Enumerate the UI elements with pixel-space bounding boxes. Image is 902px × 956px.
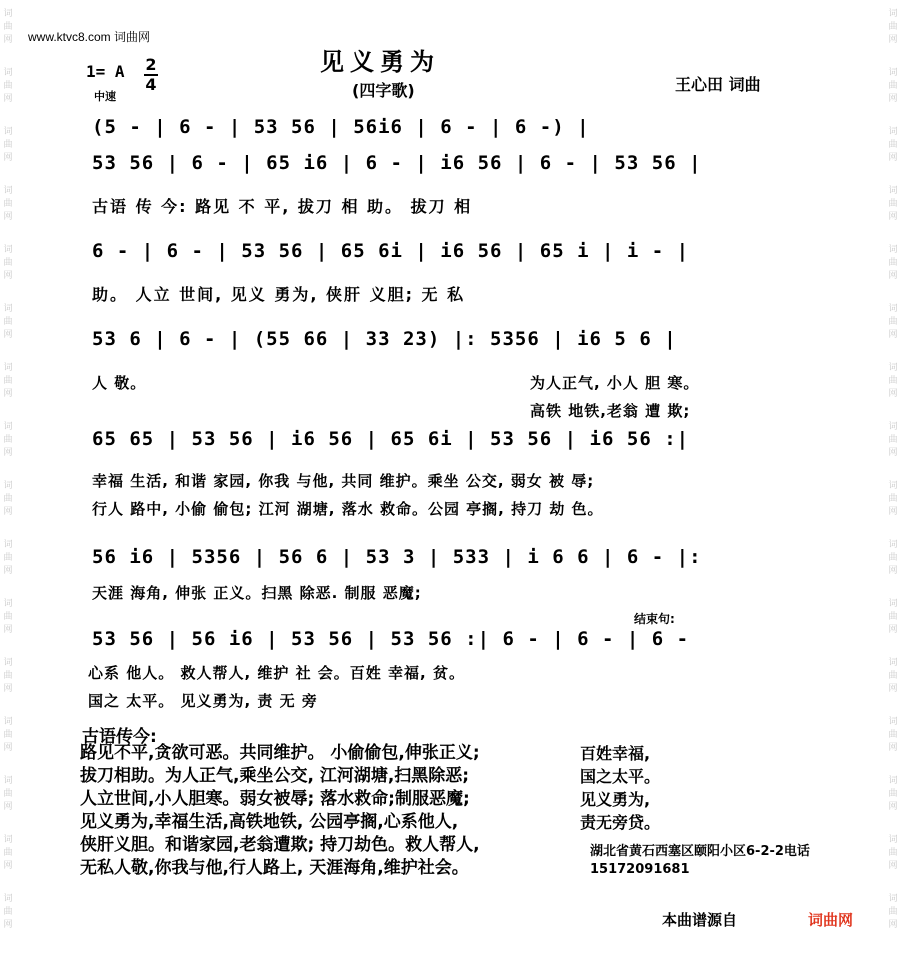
contact-address: 湖北省黄石西塞区颐阳小区6-2-2电话15172091681 — [590, 844, 810, 877]
time-sig-bottom: 4 — [145, 75, 157, 94]
score-line-5: 65 65 | 53 56 | i6 56 | 65 6i | 53 56 | i6 56 :| — [92, 428, 690, 450]
ending-label: 结束句: — [634, 612, 675, 626]
watermark-text: 词 曲 网 — [888, 835, 898, 871]
verse-right-line: 责无旁贷。 — [580, 813, 661, 832]
lyric-line-2: 古语 传 今: 路见 不 平, 拔刀 相 助。 拔刀 相 — [92, 197, 473, 216]
watermark-text: 词 曲 网 — [3, 717, 13, 753]
watermark-text: 词 曲 网 — [888, 658, 898, 694]
verse-right-line: 百姓幸福, — [580, 744, 651, 763]
verse-right-block — [580, 742, 660, 834]
watermark-text: 词 曲 网 — [3, 9, 13, 45]
verse-line: 侠肝义胆。和谐家园,老翁遭欺; 持刀劫色。救人帮人, — [80, 835, 480, 855]
verse-line: 人立世间,小人胆寒。弱女被辱; 落水救命;制服恶魔; — [80, 789, 470, 809]
lyric-line-5a: 幸福 生活, 和谐 家园, 你我 与他, 共同 维护。乘坐 公交, 弱女 被 辱; — [92, 472, 595, 490]
watermark-text: 词 曲 网 — [3, 481, 13, 517]
watermark-text: 词 曲 网 — [888, 304, 898, 340]
watermark-text: 词 曲 网 — [3, 127, 13, 163]
song-subtitle: (四字歌) — [352, 81, 415, 100]
watermark-text: 词 曲 网 — [3, 68, 13, 104]
verse-line: 无私人敬,你我与他,行人路上, 天涯海角,维护社会。 — [80, 858, 469, 878]
score-line-6: 56 i6 | 5356 | 56 6 | 53 3 | 533 | i 6 6 | 6 - |: — [92, 546, 702, 568]
score-line-1: (5 - | 6 - | 53 56 | 56i6 | 6 - | 6 -) | — [92, 116, 590, 138]
watermark-text: 词 曲 网 — [3, 658, 13, 694]
watermark-text: 词 曲 网 — [888, 717, 898, 753]
lyric-line-3: 助。 人立 世间, 见义 勇为, 侠肝 义胆; 无 私 — [92, 285, 466, 304]
score-line-2: 53 56 | 6 - | 65 i6 | 6 - | i6 56 | 6 - | 53 56 | — [92, 152, 702, 174]
watermark-text: 词 曲 网 — [3, 894, 13, 930]
lyric-line-6: 天涯 海角, 伸张 正义。扫黑 除恶. 制服 恶魔; — [92, 584, 422, 602]
watermark-text: 词 曲 网 — [3, 422, 13, 458]
brand-logo[interactable]: 词曲网 — [808, 911, 854, 929]
watermark-text: 词 曲 网 — [888, 540, 898, 576]
verse-right-line: 见义勇为, — [580, 790, 651, 809]
watermark-text: 词 曲 网 — [888, 363, 898, 399]
site-url: www.ktvc8.com 词曲网 — [28, 30, 151, 44]
lyric-line-5b: 行人 路中, 小偷 偷包; 江河 湖塘, 落水 救命。公园 亭搁, 持刀 劫 色。 — [92, 500, 604, 518]
left-watermark-column — [2, 0, 14, 932]
verse-block — [80, 742, 480, 880]
watermark-text: 词 曲 网 — [3, 835, 13, 871]
verse-line: 见义勇为,幸福生活,高铁地铁, 公园亭搁,心系他人, — [80, 812, 459, 832]
watermark-text: 词 曲 网 — [888, 245, 898, 281]
lyric-line-4b: 为人正气, 小人 胆 寒。 — [530, 374, 700, 392]
song-title: 见义勇为 — [320, 48, 440, 76]
time-signature — [144, 56, 158, 94]
time-sig-top: 2 — [145, 55, 157, 74]
watermark-text: 词 曲 网 — [3, 540, 13, 576]
watermark-text: 词 曲 网 — [888, 68, 898, 104]
tempo-mark: 中速 — [94, 90, 116, 103]
verse-line: 拔刀相助。为人正气,乘坐公交, 江河湖塘,扫黑除恶; — [80, 766, 470, 786]
lyric-line-7a: 心系 他人。 救人帮人, 维护 社 会。百姓 幸福, 贫。 — [88, 664, 465, 682]
watermark-text: 词 曲 网 — [888, 422, 898, 458]
watermark-text: 词 曲 网 — [888, 186, 898, 222]
score-line-7: 53 56 | 56 i6 | 53 56 | 53 56 :| 6 - | 6 - | 6 - — [92, 628, 690, 650]
score-line-4: 53 6 | 6 - | (55 66 | 33 23) |: 5356 | i6 5 6 | — [92, 328, 677, 350]
verse-line: 路见不平,贪欲可恶。共同维护。 小偷偷包,伸张正义; — [80, 743, 480, 763]
watermark-text: 词 曲 网 — [3, 186, 13, 222]
watermark-text: 词 曲 网 — [888, 9, 898, 45]
key-signature: 1= A — [86, 62, 125, 81]
watermark-text: 词 曲 网 — [3, 304, 13, 340]
watermark-text: 词 曲 网 — [888, 599, 898, 635]
watermark-text: 词 曲 网 — [888, 776, 898, 812]
verse-heading: 古语传今: — [82, 727, 157, 747]
score-line-3: 6 - | 6 - | 53 56 | 65 6i | i6 56 | 65 i | i - | — [92, 240, 690, 262]
source-label: 本曲谱源自 — [662, 911, 738, 929]
watermark-text: 词 曲 网 — [3, 245, 13, 281]
lyric-line-4c: 高铁 地铁,老翁 遭 欺; — [530, 402, 691, 420]
lyric-line-4a: 人 敬。 — [92, 374, 147, 392]
watermark-text: 词 曲 网 — [888, 894, 898, 930]
watermark-text: 词 曲 网 — [888, 127, 898, 163]
lyric-line-7b: 国之 太平。 见义勇为, 责 无 旁 — [88, 692, 318, 710]
watermark-text: 词 曲 网 — [3, 776, 13, 812]
watermark-text: 词 曲 网 — [888, 481, 898, 517]
watermark-text: 词 曲 网 — [3, 599, 13, 635]
watermark-text: 词 曲 网 — [3, 363, 13, 399]
verse-right-line: 国之太平。 — [580, 767, 661, 786]
author-credit: 王心田 词曲 — [675, 75, 761, 94]
right-watermark-column — [887, 0, 899, 932]
